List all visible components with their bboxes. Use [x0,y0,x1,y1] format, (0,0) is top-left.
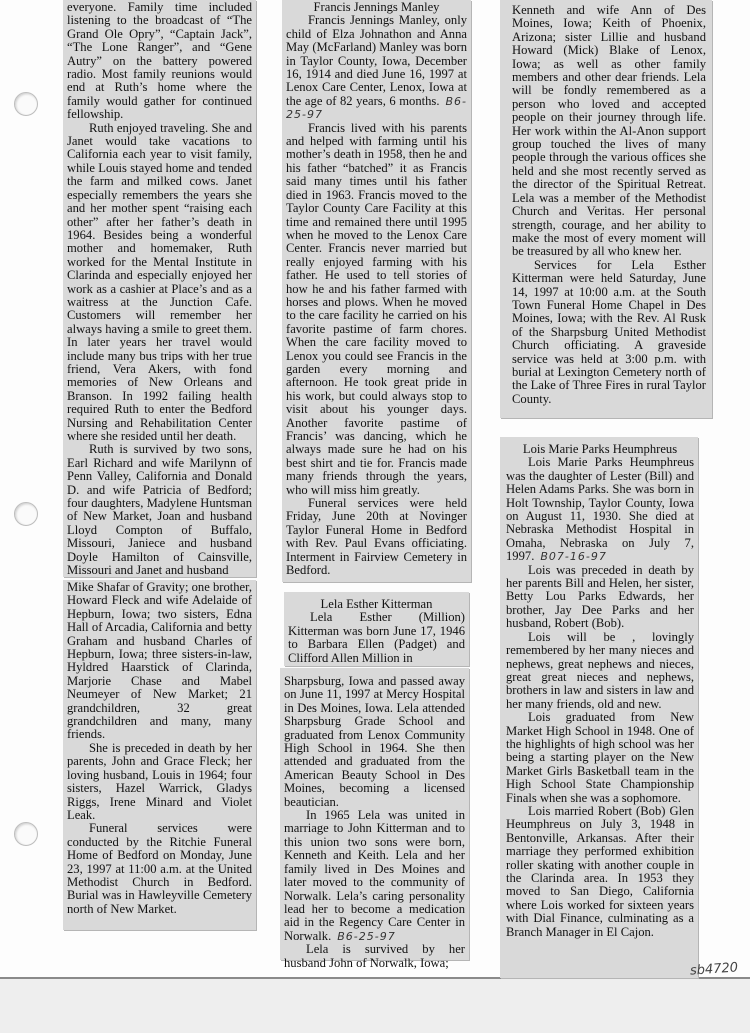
paragraph: Sharpsburg, Iowa and passed away on June 11, 1997 at Mercy Hospital in Des Moines, Iowa. Lela attended Sharpsburg Grade School and graduated from Lenox Community High School in 1964. She then attended and graduated from the American Beauty School in Des Moines, becoming a licensed beautician. [284,674,465,809]
scanner-bed [0,979,750,1033]
obituary-title: Lois Marie Parks Heumphreus [522,442,678,456]
clipping-lela-kitterman-part3 [500,0,712,418]
paragraph: Mike Shafar of Gravity; one brother, Howard Fleck and wife Adelaide of Hepburn, Iowa; two sisters, Edna Hall of Arcadia, California and betty Graham and husband Charles of Hepburn, Iowa; three sisters-in-law, Hyldred Haarstick of Clarinda, Marjorie Chase and Mabel Neumeyer of New Market; 21 grandchildren, 32 great grandchildren and many, many friends. [67,580,252,742]
clipping-ruth-part2 [63,580,256,930]
paragraph: Kenneth and wife Ann of Des Moines, Iowa; Keith of Phoenix, Arizona; sister Lillie and husband Howard (Mick) Blake of Lenox, Iowa; as well as other family members and other dear friends. Lela will be fondly remembered as a person who loved and accepted people on their journey through life. Her work within the Al-Anon support group touched the lives of many people through the various offices she held and she most recently served as the director of the Spiritual Retreat. Lela was a member of the Methodist Church and Veritas. Her personal strength, courage, and her ability to make the most of every moment will be treasured by all who knew her. [512,3,706,259]
paragraph-text: In 1965 Lela was united in marriage to John Kitterman and to this union two sons were born, Kenneth and Keith. Lela and her family lived in Des Moines and later moved to the community of Norwalk. Lela’s caring personality lead her to become a medication aid in the Regency Care Center in Norwalk. [284,808,465,943]
paragraph-text: Lois Marie Parks Heumphreus was the daughter of Lester (Bill) and Helen Adams Parks. She was born in Holt Township, Taylor County, Iowa on August 11, 1930. She died at Nebraska Methodist Hospital in Omaha, Nebraska on July 7, 1997. [506,455,694,564]
handwritten-date: B6-25-97 [337,929,396,943]
paragraph [284,809,465,943]
paragraph: Lela is survived by her husband John of Norwalk, Iowa; [284,942,465,970]
binder-hole [14,822,38,846]
clipping-francis-manley [282,0,471,582]
handwritten-date: B6-25-97 [286,94,467,122]
paragraph: Ruth is survived by two sons, Earl Richard and wife Marilynn of Penn Valley, California and Donald D. and wife Patricia of Bedford; four daughters, Madylene Huntsman of New Market, Joan and husband Lloyd Compton of Buffalo, Missouri, Janiece and husband Doyle Hamilton of Cainsville, Missouri and Janet and husband [67,442,252,578]
paragraph: Services for Lela Esther Kitterman were held Saturday, June 14, 1997 at 10:00 a.m. at the South Town Funeral Home Chapel in Des Moines, Iowa; with the Rev. Al Rusk of the Sharpsburg United Methodist Church officiating. A graveside service was held at 3:00 p.m. with burial at Lexington Cemetery north of the Lake of Three Fires in rural Taylor County. [512,257,706,406]
paragraph [506,456,694,563]
obituary-title: Lela Esther Kitterman [320,597,433,611]
paragraph: Ruth enjoyed traveling. She and Janet would take vacations to California each year to visit family, while Louis stayed home and tended the farm and milked cows. Janet especially remembers the years she and her mother spent “raising each other” after her father’s death in 1964. Besides being a wonderful mother and homemaker, Ruth worked for the Mental Institute in Clarinda and especially enjoyed her work as a cashier at Place’s and as a waitress at the Junction Cafe. Customers will remember her always having a smile to greet them. In later years her travel would include many bus trips with her true friend, Vera Akers, with fond memories of New Orleans and Branson. In 1992 failing health required Ruth to enter the Bedford Nursing and Rehabilitation Center where she resided until her death. [67,120,252,443]
paragraph: Francis lived with his parents and helped with farming until his mother’s death in 1958, then he and his father “batched” it as Francis said many times until his father died in 1963. Francis moved to the Taylor County Care Facility at this time and remained there until 1995 when he moved to the Lenox Care Center. Francis never married but really enjoyed farming with his father. He used to tell stories of how he and his father farmed with horses and plows. When he moved to the care facility he carried on his favorite pastime of farm chores. When the care facility moved to Lenox you could see Francis in the garden every morning and afternoon. He took great pride in his work, but could always stop to visit about his younger days. Another favorite pastime of Francis’ was dancing, which he always made sure he had on his best shirt and tie for. Francis made many friends through the years, who will miss him greatly. [286,120,467,497]
handwritten-catalog-number: sb4720 [689,960,739,979]
clipping-lela-kitterman-part2 [280,668,469,970]
paragraph [286,14,467,121]
binder-hole [14,502,38,526]
clipping-lois-heumphreus [500,437,698,978]
paragraph: Lois will be , lovingly remembered by her many nieces and nephews, great nephews and nieces, great great nieces and nephews, brothers in law and sisters in law and her many friends, old and new. [506,629,694,711]
paragraph: Funeral services were conducted by the Ritchie Funeral Home of Bedford on Monday, June 23, 1997 at 11:00 a.m. at the United Methodist Church in Bedford. Burial was in Hawleyville Cemetery north of New Market. [67,821,252,916]
paragraph: Lois married Robert (Bob) Glen Heumphreus on July 3, 1948 in Bentonville, Arkansas. After their marriage they performed exhibition roller skating with another couple in the Clarinda area. In 1953 they moved to San Diego, California where Lois worked for sixteen years with Dial Finance, culminating as a Branch Manager in El Cajon. [506,803,694,939]
paragraph-text: Francis Jennings Manley, only child of Elza Johnathon and Anna May (McFarland) Manley was born in Taylor County, Iowa, December 16, 1914 and died June 16, 1997 at Lenox Care Center, Lenox, Iowa at the age of 82 years, 6 months. [286,13,467,108]
paragraph: Lela Esther (Million) Kitterman was born June 17, 1946 to Barbara Ellen (Padget) and Clifford Allen Million in [288,610,465,665]
paragraph: She is preceded in death by her parents, John and Grace Fleck; her loving husband, Louis in 1964; four sisters, Hazel Warrick, Gladys Riggs, Irene Minard and Violet Leak. [67,740,252,822]
handwritten-date: B07-16-97 [540,550,607,564]
clipping-ruth-part1 [63,0,256,577]
clipping-lela-kitterman-part1 [284,592,469,666]
paragraph: Lois was preceded in death by her parents Bill and Helen, her sister, Betty Lou Parks Edwards, her brother, Jay Dee Parks and her husband, Robert (Bob). [506,562,694,631]
binder-hole [14,92,38,116]
paragraph: Lois graduated from New Market High School in 1948. One of the highlights of high school was her being a starting player on the New Market Girls Basketball team in the High School State Championship Finals when she was a sophomore. [506,710,694,805]
obituary-title: Francis Jennings Manley [313,0,440,14]
paragraph: Funeral services were held Friday, June 20th at Novinger Taylor Funeral Home in Bedford with Rev. Paul Evans officiating. Interment in Fairview Cemetery in Bedford. [286,496,467,578]
paragraph: everyone. Family time included listening to the broadcast of “The Grand Ole Opry”, “Captain Jack”, “The Lone Ranger”, and “Gene Autry” on the battery powered radio. Most family reunions would end at Ruth’s home where the family would gather for continued fellowship. [67,0,252,122]
